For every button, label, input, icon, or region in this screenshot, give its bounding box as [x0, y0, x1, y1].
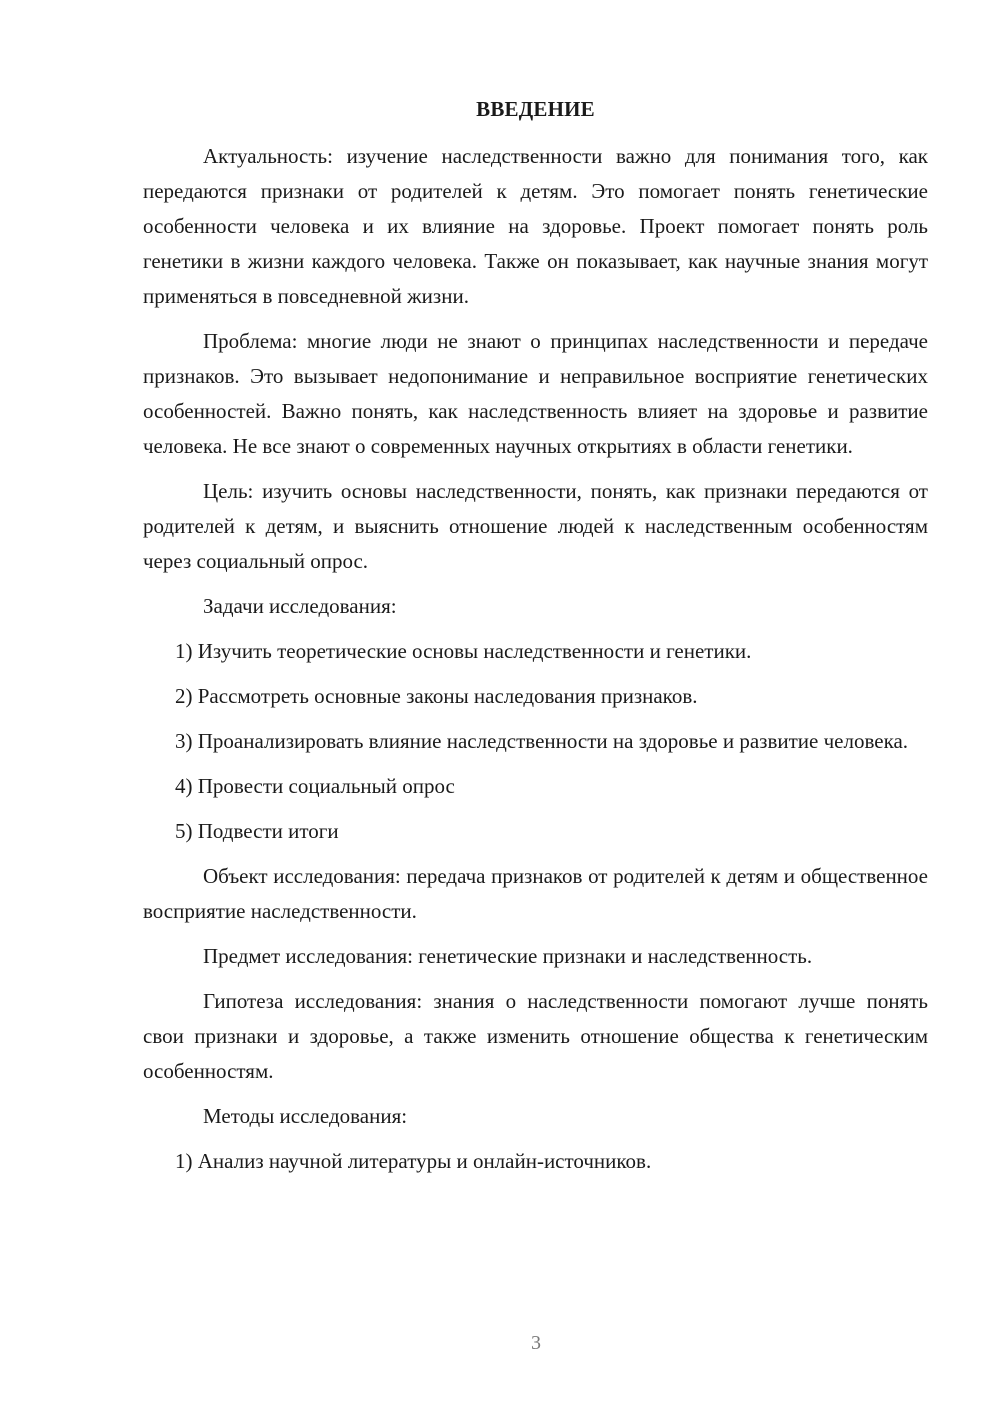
goal-paragraph: Цель: изучить основы наследственности, понять, как признаки передаются от родителей к детям, и выяснить отношение людей к наследственным особенностям через социальный опрос. — [143, 479, 928, 573]
subject-paragraph: Предмет исследования: генетические признаки и наследственность. — [203, 944, 813, 968]
section-title: ВВЕДЕНИЕ — [476, 97, 595, 121]
relevance-paragraph: Актуальность: изучение наследственности важно для понимания того, как передаются признаки от родителей к детям. Это помогает понять генетические особенности человека и их влияние на здоровье. Проект помогает понять роль генетики в жизни каждого человека. Также он показывает, как научные знания могут применяться в повседневной жизни. — [143, 144, 928, 308]
method-item: 1) Анализ научной литературы и онлайн-источников. — [175, 1149, 652, 1173]
problem-paragraph: Проблема: многие люди не знают о принципах наследственности и передаче признаков. Это вызывает недопонимание и неправильное восприятие генетических особенностей. Важно понять, как наследственность влияет на здоровье и развитие человека. Не все знают о современных научных открытиях в области генетики. — [143, 329, 928, 458]
object-paragraph: Объект исследования: передача признаков от родителей к детям и общественное восприятие наследственности. — [143, 864, 928, 923]
task-item: 2) Рассмотреть основные законы наследования признаков. — [175, 684, 698, 708]
page-content — [143, 92, 928, 1189]
task-item: 5) Подвести итоги — [175, 819, 339, 843]
methods-heading: Методы исследования: — [203, 1104, 408, 1128]
task-item: 1) Изучить теоретические основы наследственности и генетики. — [175, 639, 752, 663]
task-item: 4) Провести социальный опрос — [175, 774, 455, 798]
hypothesis-paragraph: Гипотеза исследования: знания о наследственности помогают лучше понять свои признаки и здоровье, а также изменить отношение общества к генетическим особенностям. — [143, 989, 928, 1083]
tasks-heading: Задачи исследования: — [203, 594, 397, 618]
task-item: 3) Проанализировать влияние наследственности на здоровье и развитие человека. — [175, 729, 909, 753]
page-number: 3 — [531, 1332, 541, 1354]
